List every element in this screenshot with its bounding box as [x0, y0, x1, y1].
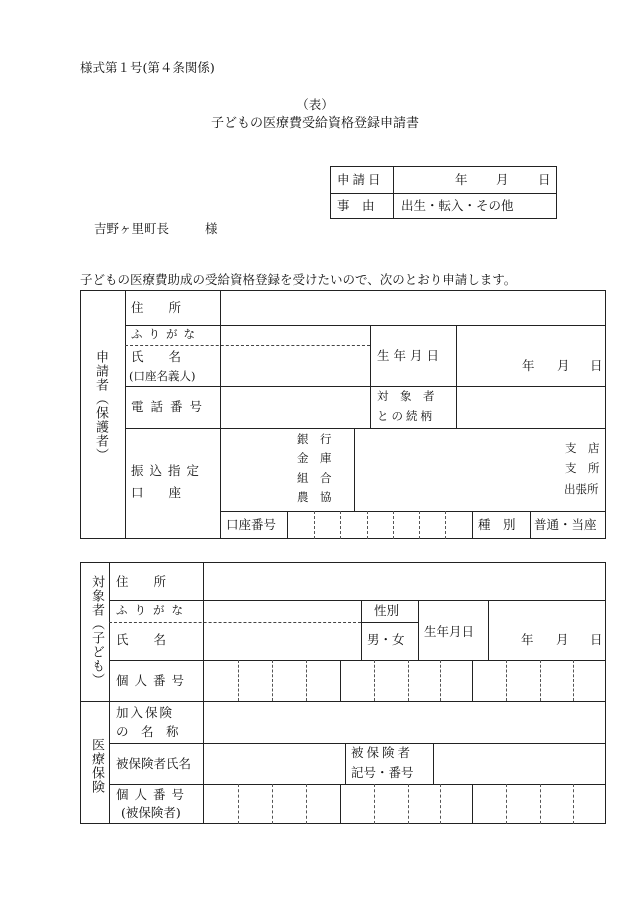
applicant-address-label: 住 所 [131, 300, 182, 315]
applicant-name-label: 氏 名 [131, 349, 182, 364]
applicant-furigana-label: ふりがな [131, 327, 201, 341]
child-personal-no-label: 個人番号 [116, 673, 191, 688]
kind-label: 種 別 [478, 517, 516, 532]
relation-label-1: 対 象 者 [377, 389, 435, 403]
account-number-label: 口座番号 [226, 517, 277, 532]
branch-type-1: 支 所 [565, 461, 600, 475]
honorific: 様 [205, 221, 218, 236]
applicant-birth-year: 年 [522, 358, 535, 373]
child-name-label: 氏 名 [116, 632, 167, 647]
bank-type-1: 金 庫 [297, 451, 332, 465]
insurance-section-label: 医療保険 [89, 738, 104, 794]
applicant-phone-field[interactable] [221, 388, 369, 427]
page-title: 子どもの医療費受給資格登録申請書 [210, 116, 419, 131]
insurance-symbol-field[interactable] [434, 744, 605, 783]
child-birth-day: 日 [590, 632, 603, 647]
applicant-address-field[interactable] [221, 293, 605, 324]
applicant-phone-label: 電話番号 [131, 399, 210, 414]
date-month: 月 [496, 172, 509, 187]
applicant-birth-day: 日 [590, 358, 603, 373]
date-year: 年 [455, 172, 468, 187]
child-name-field[interactable] [204, 624, 360, 659]
applicant-section-label: 申請者（保護者） [93, 350, 108, 462]
reason-value[interactable]: 出生・転入・その他 [401, 198, 514, 213]
reason-label: 事 由 [337, 198, 375, 213]
symbol-label-2: 記号・番号 [351, 765, 414, 780]
insured-name-field[interactable] [204, 744, 344, 783]
child-address-label: 住 所 [116, 574, 167, 589]
bank-type-3: 農 協 [297, 490, 332, 504]
bank-name-field[interactable] [221, 430, 353, 510]
bank-type-0: 銀 行 [297, 432, 332, 446]
child-gender-label: 性別 [374, 603, 400, 618]
applicant-name-field[interactable] [221, 347, 369, 385]
child-birth-year: 年 [521, 632, 534, 647]
form-id: 様式第１号(第４条関係) [80, 60, 215, 75]
symbol-label-1: 被保険者 [351, 745, 414, 760]
insured-personal-no-label-1: 個人番号 [116, 787, 191, 802]
child-gender-value[interactable]: 男・女 [367, 632, 405, 647]
form-side: （表） [296, 97, 334, 112]
addressee: 吉野ヶ里町長 [94, 221, 170, 236]
child-personal-no-field[interactable] [204, 661, 605, 700]
child-section-label: 対象者（子ども） [89, 575, 104, 687]
child-birth-month: 月 [556, 632, 569, 647]
relation-label-2: との続柄 [377, 409, 435, 423]
child-furigana-label: ふりがな [116, 603, 190, 617]
applicant-name-note: (口座名義人) [129, 369, 196, 383]
insurer-name-field[interactable] [204, 702, 605, 742]
applicant-birth-month: 月 [557, 358, 570, 373]
account-label-2: 口 座 [131, 485, 182, 500]
account-number-field[interactable] [288, 512, 471, 538]
insurer-label-2: の 名 称 [116, 724, 179, 739]
branch-type-2: 出張所 [564, 482, 599, 496]
child-birthdate-label: 生年月日 [424, 624, 475, 639]
insured-personal-no-field[interactable] [204, 785, 605, 823]
intro-text: 子どもの医療費助成の受給資格登録を受けたいので、次のとおり申請します。 [80, 272, 517, 287]
branch-type-0: 支 店 [565, 441, 600, 455]
insured-name-label: 被保険者氏名 [116, 756, 192, 771]
child-address-field[interactable] [204, 563, 605, 599]
relation-field[interactable] [457, 388, 605, 427]
applicant-birthdate-label: 生年月日 [377, 348, 444, 363]
insurer-label-1: 加入保険 [116, 705, 175, 720]
kind-value[interactable]: 普通・当座 [534, 517, 597, 532]
account-label-1: 振込指定 [131, 463, 206, 478]
date-day: 日 [538, 172, 551, 187]
date-label: 申請日 [337, 172, 384, 187]
bank-type-2: 組 合 [297, 471, 332, 485]
insured-personal-no-label-2: (被保険者) [121, 805, 181, 820]
